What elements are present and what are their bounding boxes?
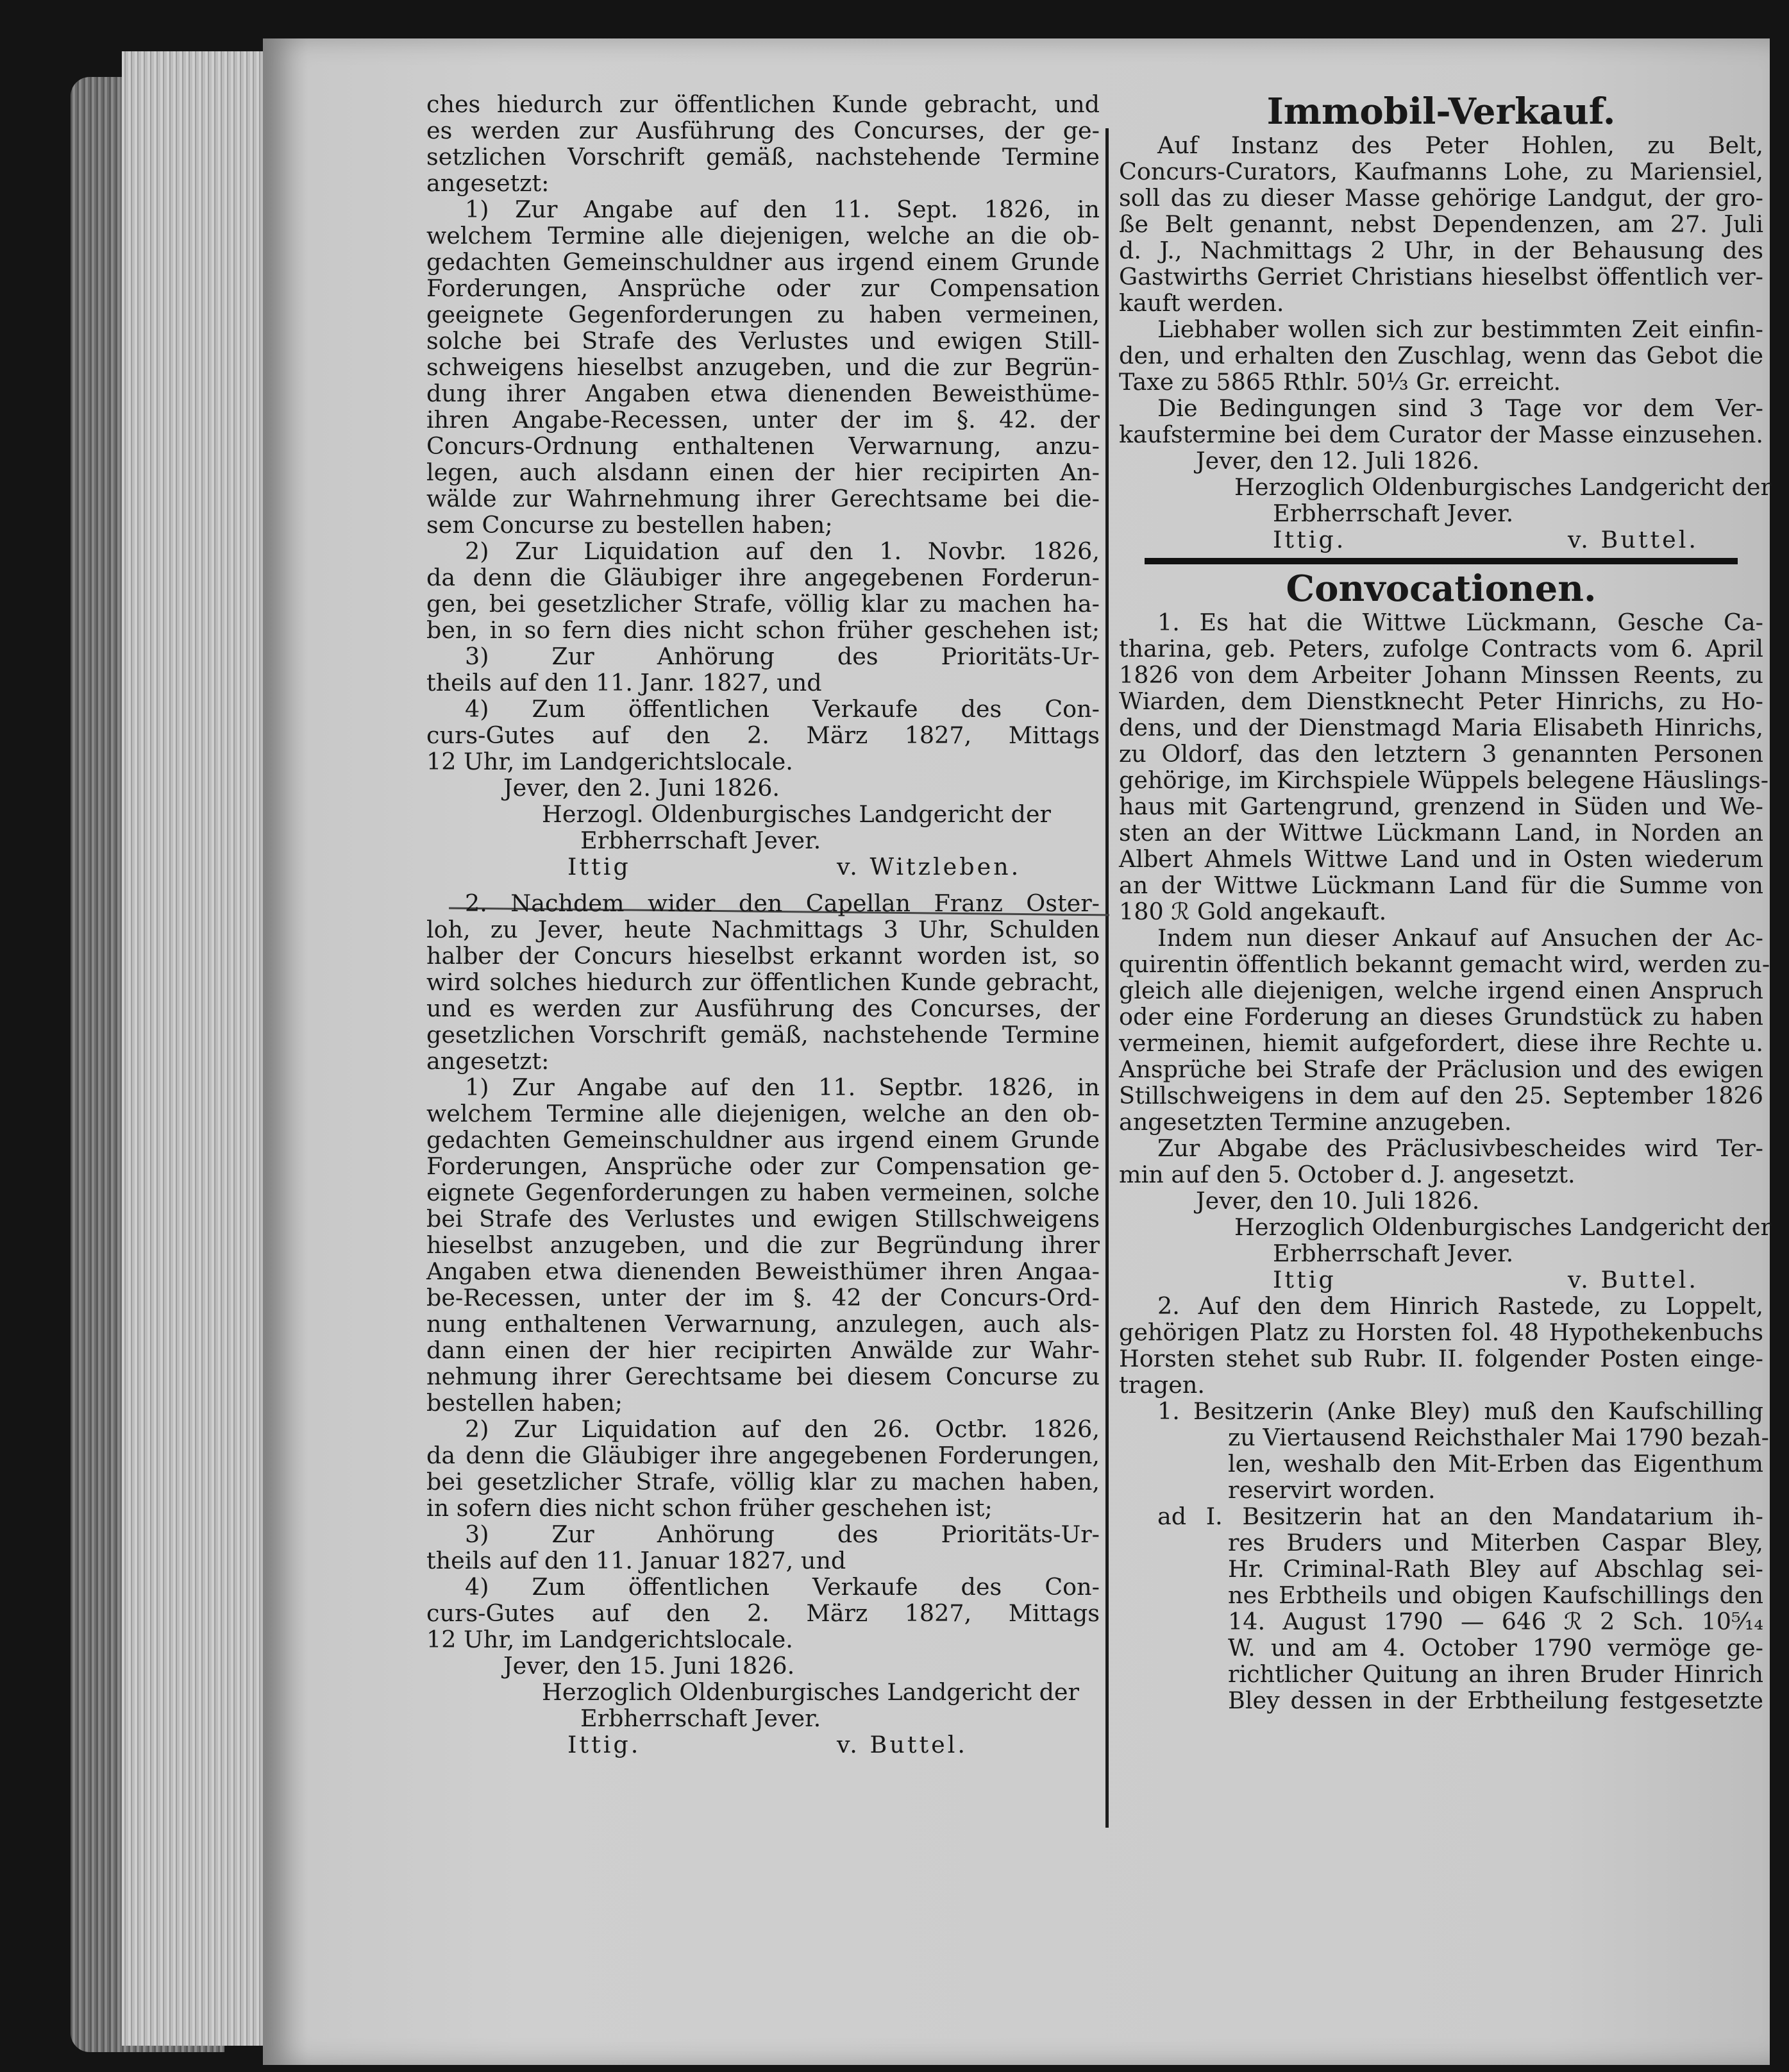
list-item: nes Erbtheils und obigen Kaufschillings den xyxy=(1228,1581,1763,1609)
text-line: tharina, geb. Peters, zufolge Contracts vom 6. April xyxy=(1119,635,1763,662)
text-line: Forderungen, Ansprüche oder zur Compensation xyxy=(426,274,1100,302)
text-line: 4) Zum öffentlichen Verkaufe des Con- xyxy=(465,1573,1100,1601)
text-line: es werden zur Ausführung des Concurses, der ge- xyxy=(426,117,1100,144)
list-item: zu Viertausend Reichsthaler Mai 1790 bezah- xyxy=(1228,1424,1769,1451)
text-line: be-Recessen, unter der im §. 42 der Concurs-Ord- xyxy=(426,1284,1100,1311)
court-name: Herzoglich Oldenburgisches Landgericht der xyxy=(1234,1213,1772,1241)
text-line: 12 Uhr, im Landgerichtslocale. xyxy=(426,748,793,775)
court-name: Herzoglich Oldenburgisches Landgericht der xyxy=(1234,473,1772,501)
text-line: 1. Es hat die Wittwe Lückmann, Gesche Ca- xyxy=(1157,609,1763,636)
text-line: gleich alle diejenigen, welche irgend einen Anspruch xyxy=(1119,977,1763,1004)
text-line: Albert Ahmels Wittwe Land und in Osten wiederum xyxy=(1119,845,1763,873)
text-line: zu Oldorf, das den letztern 3 genannten Personen xyxy=(1119,740,1763,768)
text-line: bestellen haben; xyxy=(426,1389,623,1417)
signature-left: Ittig xyxy=(1273,1266,1336,1293)
text-line: sem Concurse zu bestellen haben; xyxy=(426,511,833,539)
signatures xyxy=(1119,1267,1763,1293)
text-line: 1) Zur Angabe auf den 11. Sept. 1826, in xyxy=(465,196,1100,223)
text-line: 2. Nachdem wider den Capellan Franz Oster- xyxy=(465,889,1100,917)
list-item: richtlicher Quitung an ihren Bruder Hinrich xyxy=(1228,1660,1763,1688)
text-line: 3) Zur Anhörung des Prioritäts-Ur- xyxy=(465,643,1100,670)
text-line: gen, bei gesetzlicher Strafe, völlig klar zu machen ha- xyxy=(426,590,1100,618)
text-line: geeignete Gegenforderungen zu haben vermeinen, xyxy=(426,301,1100,328)
text-line: ße Belt genannt, nebst Dependenzen, am 27. Juli xyxy=(1119,210,1763,238)
text-line: Liebhaber wollen sich zur bestimmten Zeit einfin- xyxy=(1157,316,1763,343)
text-line: angesetzten Termine anzugeben. xyxy=(1119,1108,1512,1136)
signatures xyxy=(426,1731,1100,1758)
court-name: Erbherrschaft Jever. xyxy=(580,1705,821,1732)
list-item: 14. August 1790 — 646 ℛ 2 Sch. 10⁵⁄₁₄ xyxy=(1228,1608,1763,1635)
text-line: dens, und der Dienstmagd Maria Elisabeth Hinrichs, xyxy=(1119,714,1763,741)
text-line: kauft werden. xyxy=(1119,289,1284,317)
text-line: 1826 von dem Arbeiter Johann Minssen Reents, zu xyxy=(1119,661,1763,689)
signature-right: v. Witzleben. xyxy=(837,853,1021,880)
court-name: Erbherrschaft Jever. xyxy=(1273,1240,1514,1267)
text-line: Concurs-Curators, Kaufmanns Lohe, zu Mariensiel, xyxy=(1119,158,1763,185)
text-line: bei Strafe des Verlustes und ewigen Stillschweigens xyxy=(426,1205,1100,1233)
text-line: Ansprüche bei Strafe der Präclusion und des ewigen xyxy=(1119,1056,1763,1083)
signature-right: v. Buttel. xyxy=(1568,526,1699,553)
text-line: ches hiedurch zur öffentlichen Kunde gebracht, und xyxy=(426,90,1100,118)
signatures xyxy=(1119,526,1763,553)
text-line: Angaben etwa dienenden Beweisthümer ihren Angaa- xyxy=(426,1258,1100,1285)
text-line: Indem nun dieser Ankauf auf Ansuchen der Ac- xyxy=(1157,924,1763,952)
text-line: bei gesetzlicher Strafe, völlig klar zu machen haben, xyxy=(426,1468,1100,1495)
text-line: Zur Abgabe des Präclusivbescheides wird Ter- xyxy=(1157,1134,1763,1162)
dateline: Jever, den 2. Juni 1826. xyxy=(503,774,780,802)
signature-left: Ittig. xyxy=(567,1731,641,1758)
list-item: len, weshalb den Mit-Erben das Eigenthum xyxy=(1228,1450,1763,1478)
text-line: gehörigen Platz zu Horsten fol. 48 Hypothekenbuchs xyxy=(1119,1318,1763,1346)
text-line: nehmung ihrer Gerechtsame bei diesem Concurse zu xyxy=(426,1363,1100,1390)
text-line: Concurs-Ordnung enthaltenen Verwarnung, anzu- xyxy=(426,432,1100,460)
dateline: Jever, den 15. Juni 1826. xyxy=(503,1652,795,1680)
column-divider xyxy=(1105,128,1109,1828)
text-line: gedachten Gemeinschuldner aus irgend einem Grunde xyxy=(426,248,1100,276)
text-line: gedachten Gemeinschuldner aus irgend einem Grunde xyxy=(426,1126,1100,1154)
text-line: haus mit Gartengrund, grenzend in Süden und We- xyxy=(1119,793,1763,820)
text-line: 2. Auf den dem Hinrich Rastede, zu Loppelt, xyxy=(1157,1292,1763,1320)
text-line: theils auf den 11. Janr. 1827, und xyxy=(426,669,822,696)
text-line: ihren Angabe-Recessen, unter der im §. 42. der xyxy=(426,406,1100,434)
dateline: Jever, den 12. Juli 1826. xyxy=(1196,447,1480,475)
text-line: 3) Zur Anhörung des Prioritäts-Ur- xyxy=(465,1520,1100,1548)
text-line: in sofern dies nicht schon früher geschehen ist; xyxy=(426,1494,993,1522)
text-line: 1) Zur Angabe auf den 11. Septbr. 1826, in xyxy=(465,1074,1100,1101)
dateline: Jever, den 10. Juli 1826. xyxy=(1196,1187,1480,1215)
signatures xyxy=(426,854,1100,880)
text-line: den, und erhalten den Zuschlag, wenn das Gebot die xyxy=(1119,342,1763,369)
list-item: Bley dessen in der Erbtheilung festgesetzte xyxy=(1228,1687,1763,1714)
text-line: Forderungen, Ansprüche oder zur Compensation ge- xyxy=(426,1152,1100,1180)
text-line: nung enthaltenen Verwarnung, anzulegen, auch als- xyxy=(426,1310,1100,1338)
court-name: Herzoglich Oldenburgisches Landgericht der xyxy=(542,1678,1079,1706)
text-line: kaufstermine bei dem Curator der Masse einzusehen. xyxy=(1119,421,1763,448)
text-line: da denn die Gläubiger ihre angegebenen Forderun- xyxy=(426,564,1100,591)
list-item: ad I. Besitzerin hat an den Mandatarium ih- xyxy=(1157,1503,1763,1530)
text-line: Stillschweigens in dem auf den 25. September 1826 xyxy=(1119,1082,1763,1109)
text-line: Taxe zu 5865 Rthlr. 50⅓ Gr. erreicht. xyxy=(1119,368,1561,396)
text-line: schweigens hieselbst anzugeben, und die zur Begrün- xyxy=(426,353,1100,381)
text-line: solche bei Strafe des Verlustes und ewigen Still- xyxy=(426,327,1100,355)
list-item: reservirt worden. xyxy=(1228,1476,1436,1504)
text-line: dann einen der hier recipirten Anwälde zur Wahr- xyxy=(426,1336,1100,1364)
signature-right: v. Buttel. xyxy=(837,1731,968,1758)
text-line: min auf den 5. October d. J. angesetzt. xyxy=(1119,1161,1575,1188)
text-line: angesetzt: xyxy=(426,169,550,197)
text-line: tragen. xyxy=(1119,1371,1205,1399)
text-line: ben, in so fern dies nicht schon früher geschehen ist; xyxy=(426,616,1100,644)
page-stack-edge xyxy=(122,51,276,2046)
text-line: 180 ℛ Gold angekauft. xyxy=(1119,898,1387,925)
text-line: vermeinen, hiemit aufgefordert, diese ihre Rechte u. xyxy=(1119,1029,1763,1057)
text-line: gesetzlichen Vorschrift gemäß, nachstehende Termine xyxy=(426,1021,1100,1049)
section-rule xyxy=(1145,558,1738,564)
section-heading: Immobil-Verkauf. xyxy=(1266,90,1616,133)
text-line: 12 Uhr, im Landgerichtslocale. xyxy=(426,1626,793,1653)
text-line: sten an der Wittwe Lückmann Land, in Norden an xyxy=(1119,819,1763,846)
text-line: da denn die Gläubiger ihre angegebenen Forderungen, xyxy=(426,1442,1100,1469)
list-item: 1. Besitzerin (Anke Bley) muß den Kaufschilling xyxy=(1157,1397,1763,1425)
right-column xyxy=(1119,90,1772,1714)
text-line: 2) Zur Liquidation auf den 26. Octbr. 1826, xyxy=(465,1415,1100,1443)
text-line: an der Wittwe Lückmann Land für die Summe von xyxy=(1119,872,1763,899)
text-line: hieselbst anzugeben, und die zur Begründung ihrer xyxy=(426,1231,1100,1259)
text-line: legen, auch alsdann einen der hier recipirten An- xyxy=(426,459,1100,486)
text-line: Gastwirths Gerriet Christians hieselbst öffentlich ver- xyxy=(1119,263,1763,291)
signature-right: v. Buttel. xyxy=(1568,1266,1699,1293)
text-line: Die Bedingungen sind 3 Tage vor dem Ver- xyxy=(1157,394,1763,422)
text-line: quirentin öffentlich bekannt gemacht wird, werden zu- xyxy=(1119,950,1770,978)
text-line: Wiarden, dem Dienstknecht Peter Hinrichs, zu Ho- xyxy=(1119,687,1763,715)
list-item: Hr. Criminal-Rath Bley auf Abschlag sei- xyxy=(1228,1555,1763,1583)
list-item: W. und am 4. October 1790 vermöge ge- xyxy=(1228,1634,1763,1662)
text-line: dung ihrer Angaben etwa dienenden Beweisthüme- xyxy=(426,380,1100,407)
court-name: Erbherrschaft Jever. xyxy=(1273,500,1514,527)
left-column xyxy=(426,91,1100,1758)
text-line: d. J., Nachmittags 2 Uhr, in der Behausung des xyxy=(1119,237,1763,264)
text-line: halber der Concurs hieselbst erkannt worden ist, so xyxy=(426,942,1100,970)
text-line: 4) Zum öffentlichen Verkaufe des Con- xyxy=(465,695,1100,723)
text-line: oder eine Forderung an dieses Grundstück zu haben xyxy=(1119,1003,1763,1031)
text-line: curs-Gutes auf den 2. März 1827, Mittags xyxy=(426,1599,1100,1627)
text-line: gehörige, im Kirchspiele Wüppels belegene Häuslings- xyxy=(1119,766,1769,794)
court-name: Erbherrschaft Jever. xyxy=(580,827,821,854)
text-line: eignete Gegenforderungen zu haben vermeinen, solche xyxy=(426,1179,1100,1206)
signature-left: Ittig xyxy=(567,853,631,880)
section-heading: Convocationen. xyxy=(1286,568,1597,610)
text-line: welchem Termine alle diejenigen, welche an den ob- xyxy=(426,1100,1100,1127)
text-line: angesetzt: xyxy=(426,1047,550,1075)
text-line: curs-Gutes auf den 2. März 1827, Mittags xyxy=(426,721,1100,749)
text-line: wälde zur Wahrnehmung ihrer Gerechtsame bei die- xyxy=(426,485,1100,512)
text-line: setzlichen Vorschrift gemäß, nachstehende Termine xyxy=(426,143,1100,171)
signature-left: Ittig. xyxy=(1273,526,1347,553)
text-line: 2) Zur Liquidation auf den 1. Novbr. 1826, xyxy=(465,537,1100,565)
text-line: welchem Termine alle diejenigen, welche an die ob- xyxy=(426,222,1100,249)
list-item: res Bruders und Miterben Caspar Bley, xyxy=(1228,1529,1763,1556)
court-name: Herzogl. Oldenburgisches Landgericht der xyxy=(542,800,1051,828)
text-line: theils auf den 11. Januar 1827, und xyxy=(426,1547,846,1574)
text-line: loh, zu Jever, heute Nachmittags 3 Uhr, Schulden xyxy=(426,916,1100,943)
text-line: Auf Instanz des Peter Hohlen, zu Belt, xyxy=(1157,131,1763,159)
text-line: wird solches hiedurch zur öffentlichen Kunde gebracht, xyxy=(426,968,1100,996)
text-line: Horsten stehet sub Rubr. II. folgender Posten einge- xyxy=(1119,1345,1763,1372)
text-line: und es werden zur Ausführung des Concurses, der xyxy=(426,995,1100,1022)
text-line: soll das zu dieser Masse gehörige Landgut, der gro- xyxy=(1119,184,1763,212)
